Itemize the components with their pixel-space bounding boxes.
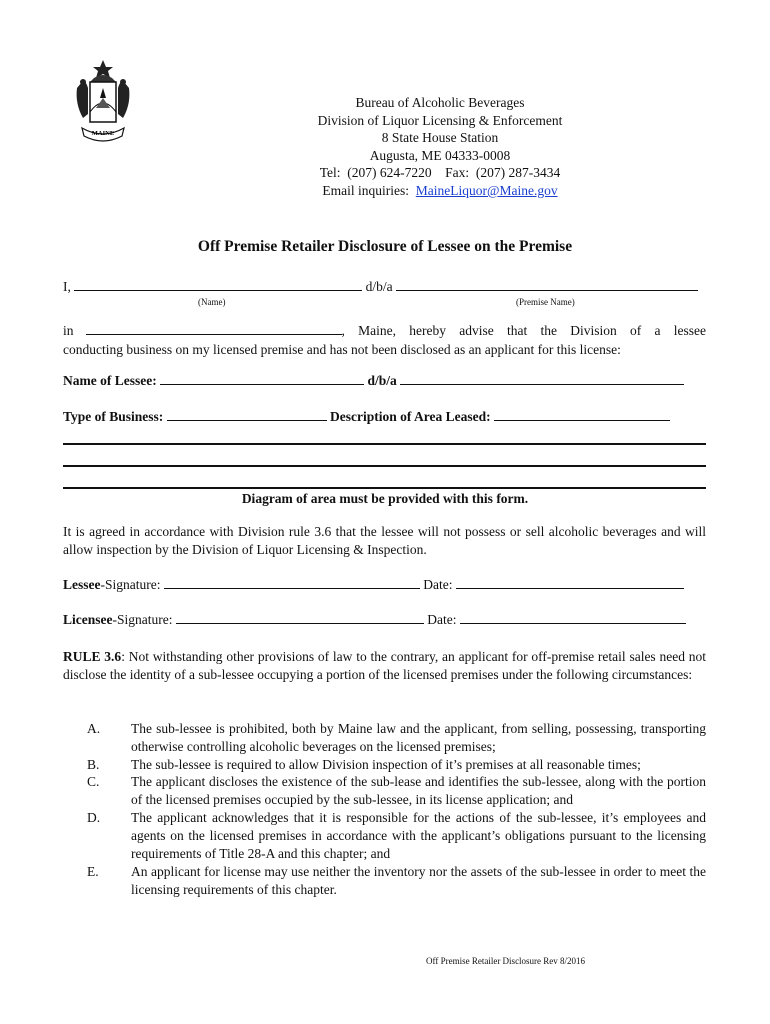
location-line: [63, 323, 706, 339]
area-description-line-2[interactable]: [63, 465, 706, 467]
business-type-label: Type of Business:: [63, 409, 164, 424]
applicant-name-field[interactable]: [74, 279, 362, 291]
licensee-date-field[interactable]: [460, 612, 686, 624]
licensee-sig-label: -Signature:: [112, 612, 173, 627]
list-text: The sub-lessee is prohibited, both by Maine law and the applicant, from selling, possessing, transporting otherwise controlling alcoholic beverages on the licensed premises;: [131, 721, 706, 754]
station-address: 8 State House Station: [381, 130, 499, 146]
licensee-signature-line: [63, 612, 686, 628]
list-letter: A.: [87, 721, 101, 736]
lessee-date-label: Date:: [423, 577, 453, 592]
lessee-name-field[interactable]: [160, 373, 364, 385]
area-description-line-3[interactable]: [63, 487, 706, 489]
maine-state-seal: [74, 58, 132, 148]
location-second-line: conducting business on my licensed premise and has not been disclosed as an applicant for this license:: [63, 342, 621, 357]
city-address: Augusta, ME 04333-0008: [369, 147, 511, 163]
business-type-field[interactable]: [167, 409, 327, 421]
lessee-sig-bold: Lessee: [63, 577, 101, 592]
agency-header: [250, 94, 630, 200]
lessee-signature-field[interactable]: [164, 577, 420, 589]
list-letter: C.: [87, 774, 100, 789]
list-item: [63, 863, 706, 899]
phone-fax: Tel: (207) 624-7220 Fax: (207) 287-3434: [319, 165, 561, 181]
lessee-date-field[interactable]: [456, 577, 684, 589]
lessee-name-label: Name of Lessee:: [63, 373, 157, 388]
lessee-signature-line: [63, 577, 684, 593]
list-letter: E.: [87, 864, 99, 879]
licensee-signature-field[interactable]: [176, 612, 424, 624]
list-text: The sub-lessee is required to allow Division inspection of it’s premises at all reasonable times;: [131, 757, 641, 772]
agreement-paragraph: It is agreed in accordance with Division rule 3.6 that the lessee will not possess or sell alcoholic beverages and will allow inspection by the Division of Liquor Licensing & Inspection.: [63, 524, 706, 557]
applicant-line: [63, 279, 698, 295]
area-description-field[interactable]: [494, 409, 670, 421]
form-title: Off Premise Retailer Disclosure of Lessee on the Premise: [197, 238, 573, 255]
list-text: An applicant for license may use neither the inventory nor the assets of the sub-lessee in order to meet the licensing requirements of this chapter.: [131, 864, 706, 897]
location-rest: , Maine, hereby advise that the Division of a lessee: [341, 323, 706, 338]
in-prefix: in: [63, 323, 74, 338]
list-text: The applicant acknowledges that it is responsible for the actions of the sub-lessee, it’s employees and agents on the licensed premises in accordance with the applicant’s obligations pursuant to the licensing requirements of Title 28-A and this chapter; and: [131, 810, 706, 861]
email-line: [250, 182, 630, 200]
area-description-label: Description of Area Leased:: [330, 409, 491, 424]
name-caption: (Name): [198, 297, 226, 307]
email-link[interactable]: MaineLiquor@Maine.gov: [415, 182, 558, 198]
list-item: [63, 756, 706, 774]
premise-name-field[interactable]: [396, 279, 698, 291]
rule-paragraph: [63, 648, 706, 684]
licensee-sig-bold: Licensee: [63, 612, 113, 627]
list-item: [63, 809, 706, 863]
email-label: Email inquiries:: [322, 182, 416, 198]
list-text: The applicant discloses the existence of the sub-lease and identifies the sub-lessee, along with the portion of the licensed premises occupied by the sub-lessee, in its license application; and: [131, 774, 706, 807]
licensee-date-label: Date:: [427, 612, 457, 627]
rule-label: RULE 3.6: [63, 649, 122, 664]
rule-text: : Not withstanding other provisions of law to the contrary, an applicant for off-premise retail sales need not disclose the identity of a sub-lessee occupying a portion of the licensed premises under the following circumstances:: [63, 649, 707, 682]
lessee-sig-label: -Signature:: [100, 577, 161, 592]
dba-label: d/b/a: [365, 279, 393, 294]
bureau-name: Bureau of Alcoholic Beverages: [355, 95, 525, 110]
i-prefix: I,: [63, 279, 71, 294]
division-name: Division of Liquor Licensing & Enforcement: [317, 112, 563, 128]
list-letter: B.: [87, 757, 100, 772]
footer-revision: Off Premise Retailer Disclosure Rev 8/2016: [426, 956, 586, 966]
list-letter: D.: [87, 810, 101, 825]
area-description-line-1[interactable]: [63, 443, 706, 445]
lessee-dba-field[interactable]: [400, 373, 684, 385]
town-field[interactable]: [86, 323, 342, 335]
svg-text:MAINE: MAINE: [91, 130, 115, 137]
list-item: [63, 773, 706, 809]
list-item: [63, 720, 706, 756]
lessee-line: [63, 373, 684, 389]
business-line: [63, 409, 670, 425]
diagram-note: Diagram of area must be provided with this form.: [241, 491, 529, 506]
lessee-dba-label: d/b/a: [367, 373, 397, 388]
premise-name-caption: (Premise Name): [516, 297, 575, 307]
